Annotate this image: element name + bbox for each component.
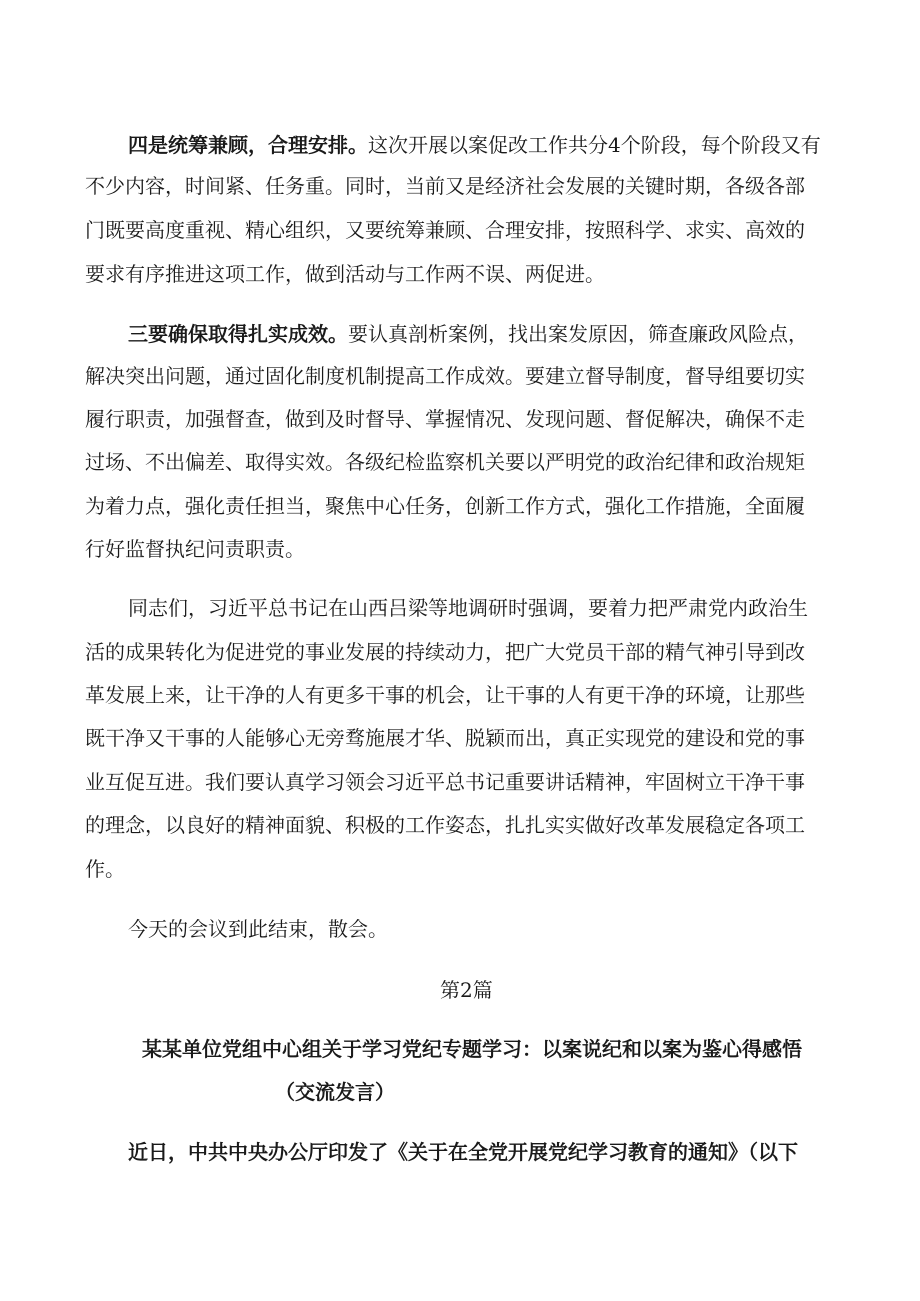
paragraph-line: 解决突出问题，通过固化制度机制提高工作成效。要建立督导制度，督导组要切实 [85,364,805,388]
paragraph-line: 要求有序推进这项工作，做到活动与工作两不误、两促进。 [85,262,605,286]
paragraph-line: 革发展上来，让干净的人有更多干事的机会，让干事的人有更干净的环境，让那些 [85,683,805,707]
paragraph-lead: 三要确保取得扎实成效。 [128,322,348,346]
paragraph-text: 这次开展以案促改工作共分4个阶段，每个阶段又有 [368,133,821,157]
paragraph-line: 行好监督执纪问责职责。 [85,537,305,561]
paragraph-line: 作。 [85,857,125,881]
paragraph-line: 同志们，习近平总书记在山西吕梁等地调研时强调，要着力把严肃党内政治生 [128,596,808,620]
paragraph-line: 既干净又干事的人能够心无旁骛施展才华、脱颖而出，真正实现党的建设和党的事 [85,726,805,750]
paragraph-line: 为着力点，强化责任担当，聚焦中心任务，创新工作方式，强化工作措施，全面履 [85,494,805,518]
paragraph-line: 活的成果转化为促进党的事业发展的持续动力，把广大党员干部的精气神引导到改 [85,640,805,664]
paragraph-text: 要认真剖析案例，找出案发原因，筛查廉政风险点， [348,322,808,346]
article-subtitle: （交流发言） [275,1080,395,1104]
article-title: 某某单位党组中心组关于学习党纪专题学习：以案说纪和以案为鉴心得感悟 [142,1037,802,1061]
closing-paragraph: 今天的会议到此结束，散会。 [128,917,388,941]
paragraph-line: 履行职责，加强督查，做到及时督导、掌握情况、发现问题、督促解决，确保不走 [85,407,805,431]
paragraph-lead: 四是统筹兼顾，合理安排。 [128,133,368,157]
paragraph-line: 过场、不出偏差、取得实效。各级纪检监察机关要以严明党的政治纪律和政治规矩 [85,450,805,474]
section-heading: 第2篇 [440,978,493,1002]
paragraph-line: 不少内容，时间紧、任务重。同时，当前又是经济社会发展的关键时期，各级各部 [85,174,805,198]
paragraph-line: 业互促互进。我们要认真学习领会习近平总书记重要讲话精神，牢固树立干净干事 [85,770,805,794]
intro-paragraph: 近日，中共中央办公厅印发了《关于在全党开展党纪学习教育的通知》（以下 [128,1140,798,1164]
paragraph-line: 门既要高度重视、精心组织，又要统筹兼顾、合理安排，按照科学、求实、高效的 [85,218,805,242]
paragraph-line: 的理念，以良好的精神面貌、积极的工作姿态，扎扎实实做好改革发展稳定各项工 [85,813,805,837]
